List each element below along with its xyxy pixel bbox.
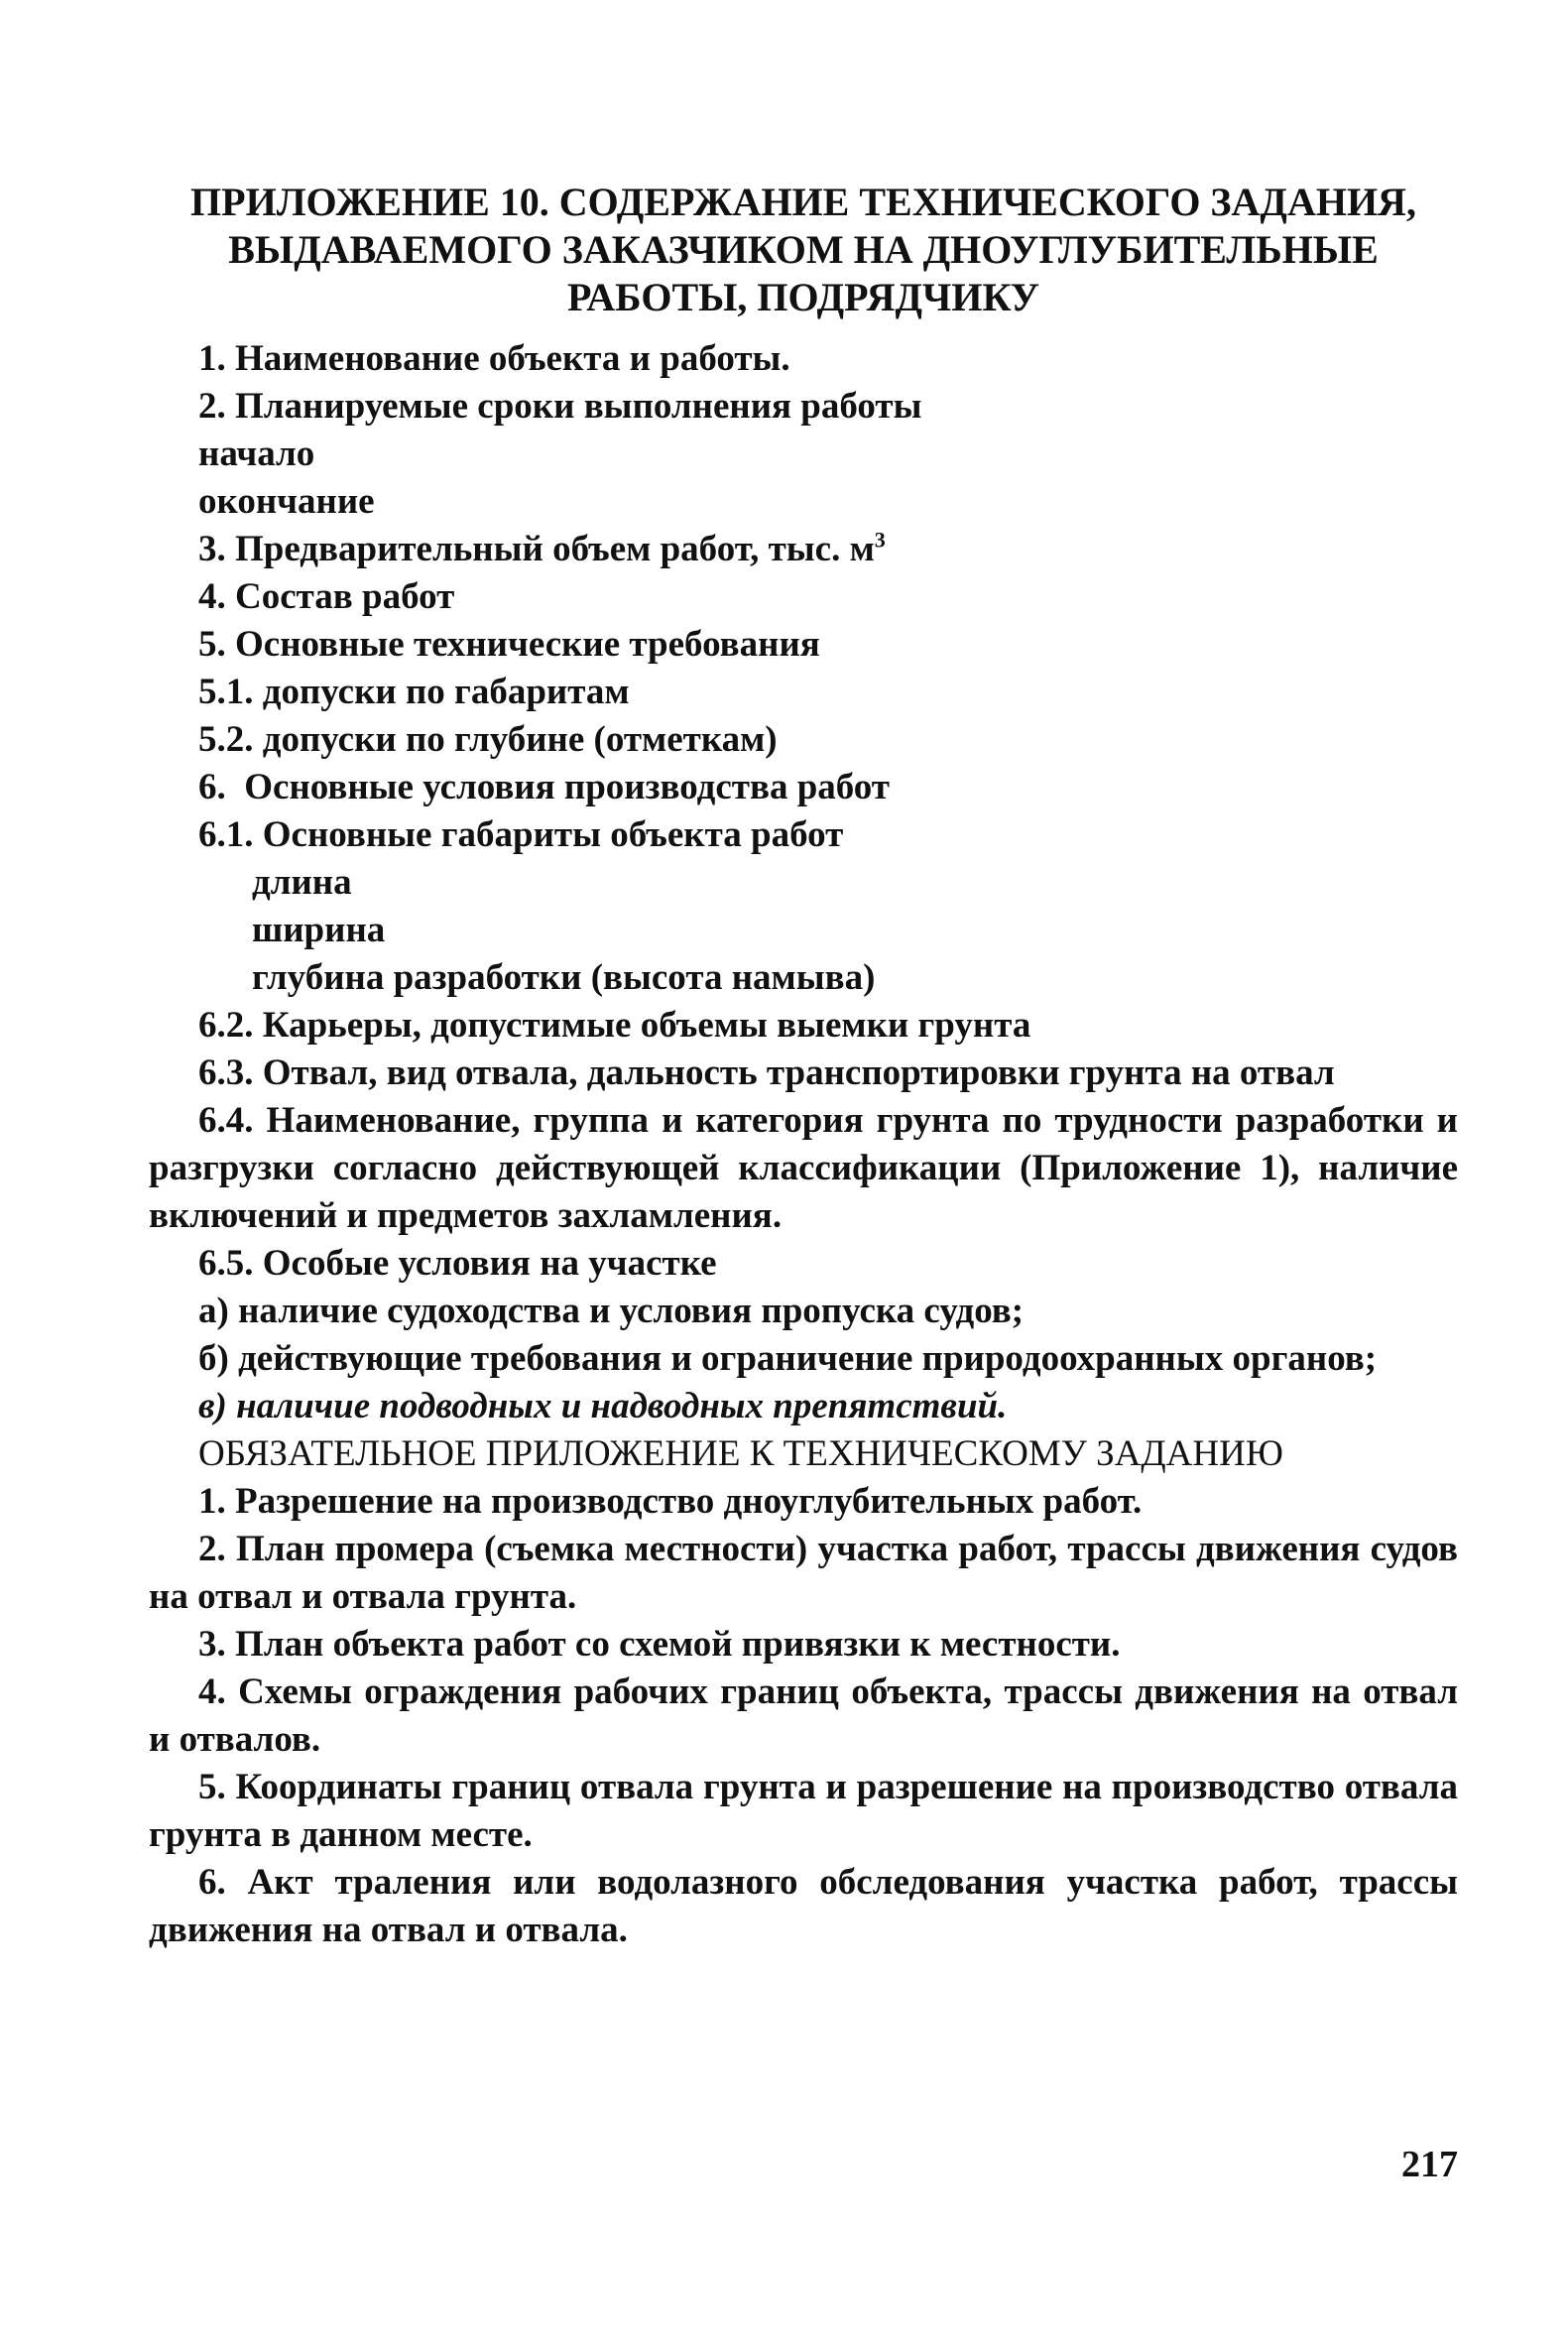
item-6-2: 6.2. Карьеры, допустимые объемы выемки грунта xyxy=(198,1005,1031,1046)
item-1: 1. Наименование объекта и работы. xyxy=(198,338,790,379)
appendix-item-1: 1. Разрешение на производство дноуглубительных работ. xyxy=(198,1481,1143,1522)
item-6-5-c: в) наличие подводных и надводных препятствий. xyxy=(198,1386,1008,1426)
item-6-1-depth: глубина разработки (высота намыва) xyxy=(252,957,876,998)
title-line-1: ПРИЛОЖЕНИЕ 10. СОДЕРЖАНИЕ ТЕХНИЧЕСКОГО ЗАДАНИЯ, xyxy=(190,180,1416,224)
item-6-3: 6.3. Отвал, вид отвала, дальность транспортировки грунта на отвал xyxy=(198,1052,1335,1093)
document-body xyxy=(149,335,1458,1954)
appendix-item-3: 3. План объекта работ со схемой привязки к местности. xyxy=(198,1624,1121,1665)
item-5-1: 5.1. допуски по габаритам xyxy=(198,672,630,712)
appendix-item-4: 4. Схемы ограждения рабочих границ объекта, трассы движения на отвал и отвалов. xyxy=(149,1671,1458,1760)
item-2: 2. Планируемые сроки выполнения работы xyxy=(198,386,922,427)
item-5-2: 5.2. допуски по глубине (отметкам) xyxy=(198,719,778,760)
item-3 xyxy=(149,526,1458,573)
page-title xyxy=(149,179,1458,321)
item-3-superscript: 3 xyxy=(874,527,886,553)
item-6-5-a: а) наличие судоходства и условия пропуска судов; xyxy=(198,1291,1025,1331)
page-number: 217 xyxy=(1401,2144,1458,2185)
item-3-text: 3. Предварительный объем работ, тыс. м xyxy=(198,529,875,569)
item-2-end: окончание xyxy=(198,481,375,522)
item-6-4: 6.4. Наименование, группа и категория грунта по трудности разработки и разгрузки согласно действующей классификации (Приложение 1), наличие включений и предметов захламления. xyxy=(149,1100,1458,1236)
appendix-item-2: 2. План промера (съемка местности) участка работ, трассы движения судов на отвал и отвала грунта. xyxy=(149,1529,1458,1617)
item-6-1: 6.1. Основные габариты объекта работ xyxy=(198,814,844,855)
appendix-item-6: 6. Акт траления или водолазного обследования участка работ, трассы движения на отвал и отвала. xyxy=(149,1862,1458,1950)
item-6: 6. Основные условия производства работ xyxy=(198,767,890,807)
item-4: 4. Состав работ xyxy=(198,576,455,617)
item-6-1-length: длина xyxy=(252,862,352,903)
item-2-start: начало xyxy=(198,433,315,474)
title-line-3: РАБОТЫ, ПОДРЯДЧИКУ xyxy=(566,275,1040,319)
title-line-2: ВЫДАВАЕМОГО ЗАКАЗЧИКОМ НА ДНОУГЛУБИТЕЛЬНЫЕ xyxy=(228,227,1379,272)
item-6-1-width: ширина xyxy=(252,910,386,950)
item-6-5-b: б) действующие требования и ограничение природоохранных органов; xyxy=(198,1338,1378,1379)
appendix-item-5: 5. Координаты границ отвала грунта и разрешение на производство отвала грунта в данном месте. xyxy=(149,1767,1458,1855)
appendix-heading: ОБЯЗАТЕЛЬНОЕ ПРИЛОЖЕНИЕ К ТЕХНИЧЕСКОМУ ЗАДАНИЮ xyxy=(198,1433,1283,1474)
item-6-5: 6.5. Особые условия на участке xyxy=(198,1243,717,1284)
item-5: 5. Основные технические требования xyxy=(198,624,820,665)
